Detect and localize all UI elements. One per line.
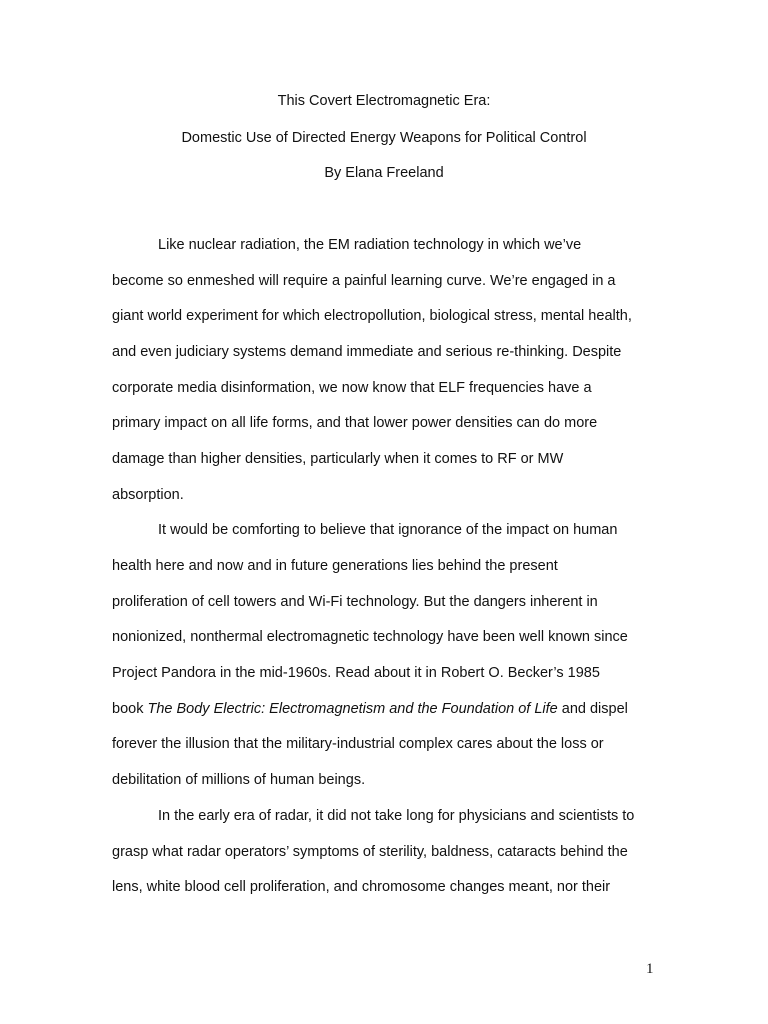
paragraph-1-line: corporate media disinformation, we now know that ELF frequencies have a <box>112 380 592 396</box>
paragraph-1-line: become so enmeshed will require a painful learning curve. We’re engaged in a <box>112 273 616 289</box>
page-number: 1 <box>646 961 654 977</box>
book-reference-line <box>112 700 672 718</box>
paragraph-3-line: grasp what radar operators’ symptoms of sterility, baldness, cataracts behind the <box>112 844 628 860</box>
document-title: This Covert Electromagnetic Era: <box>277 93 491 109</box>
paragraph-2-line: It would be comforting to believe that ignorance of the impact on human <box>158 522 618 538</box>
paragraph-1-line: giant world experiment for which electropollution, biological stress, mental health, <box>112 308 632 324</box>
book-line-before: book <box>112 701 148 717</box>
paragraph-3-line: lens, white blood cell proliferation, and chromosome changes meant, nor their <box>112 879 611 895</box>
paragraph-1-line: absorption. <box>112 487 184 503</box>
paragraph-1-line: Like nuclear radiation, the EM radiation technology in which we’ve <box>158 237 582 253</box>
paragraph-2-line: proliferation of cell towers and Wi-Fi technology. But the dangers inherent in <box>112 594 598 610</box>
paragraph-1-line: damage than higher densities, particularly when it comes to RF or MW <box>112 451 564 467</box>
paragraph-1-line: and even judiciary systems demand immediate and serious re-thinking. Despite <box>112 344 622 360</box>
paragraph-2-line: health here and now and in future generations lies behind the present <box>112 558 558 574</box>
paragraph-2-line: Project Pandora in the mid-1960s. Read about it in Robert O. Becker’s 1985 <box>112 665 600 681</box>
paragraph-1-line: primary impact on all life forms, and that lower power densities can do more <box>112 415 598 431</box>
paragraph-2-line: forever the illusion that the military-industrial complex cares about the loss or <box>112 736 604 752</box>
book-title: The Body Electric: Electromagnetism and the Foundation of Life <box>147 701 558 717</box>
paragraph-3-line: In the early era of radar, it did not take long for physicians and scientists to <box>158 808 635 824</box>
paragraph-2-line: nonionized, nonthermal electromagnetic technology have been well known since <box>112 629 628 645</box>
paragraph-2-line: debilitation of millions of human beings. <box>112 772 366 788</box>
document-byline: By Elana Freeland <box>324 165 444 181</box>
book-line-after: and dispel <box>557 701 628 717</box>
document-subtitle: Domestic Use of Directed Energy Weapons for Political Control <box>181 130 587 146</box>
